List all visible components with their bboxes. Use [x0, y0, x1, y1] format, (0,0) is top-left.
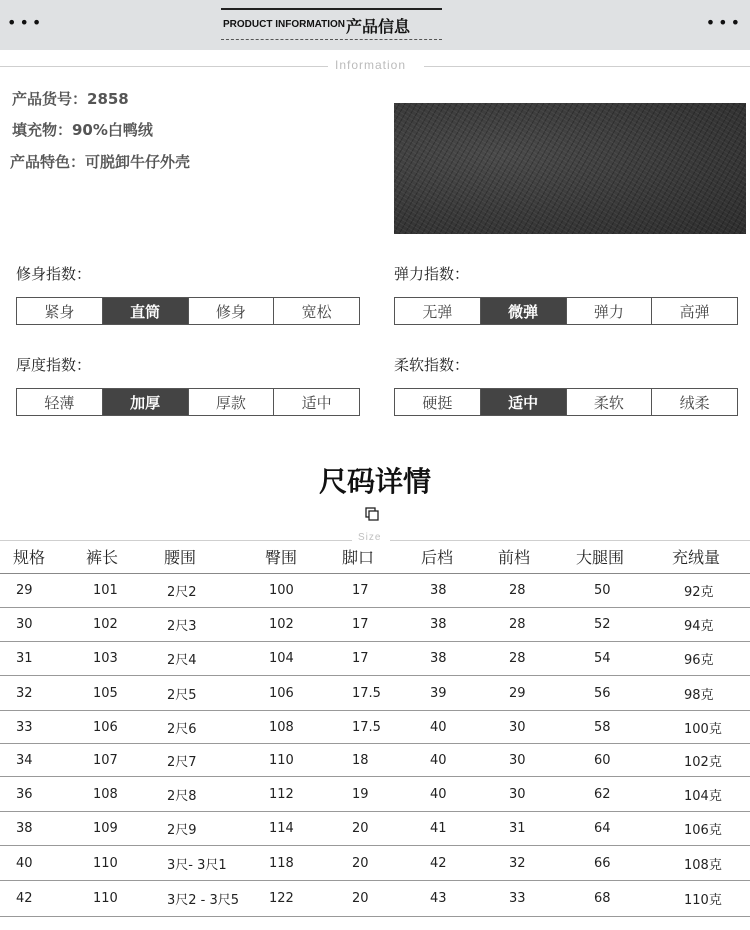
table-cell: 110	[93, 891, 118, 906]
elasticity-option: 高弹	[652, 298, 737, 324]
table-cell: 62	[594, 786, 611, 802]
table-row	[0, 777, 750, 812]
table-cell: 102	[93, 617, 118, 632]
table-cell: 20	[352, 821, 369, 836]
table-cell: 33	[16, 719, 33, 735]
header-cell: 充绒量	[672, 548, 721, 567]
table-cell: 2尺4	[167, 653, 197, 668]
table-cell: 18	[352, 752, 369, 768]
size-table	[0, 540, 750, 917]
elasticity-option: 弹力	[567, 298, 653, 324]
elasticity-option: 微弹	[481, 298, 567, 324]
table-row	[0, 574, 750, 608]
table-cell: 2尺7	[167, 754, 197, 770]
banner-title	[221, 8, 442, 42]
thickness-option: 适中	[274, 389, 359, 415]
table-cell: 106	[93, 719, 118, 735]
table-cell: 110克	[684, 893, 722, 908]
info-divider-label: Information	[335, 58, 407, 72]
thickness-index-scale	[16, 388, 360, 416]
table-cell: 96克	[684, 653, 714, 668]
table-cell: 38	[16, 821, 33, 836]
softness-option: 适中	[481, 389, 567, 415]
table-cell: 30	[16, 617, 33, 632]
banner-title-cn: 产品信息	[346, 17, 411, 36]
copy-icon	[365, 507, 379, 521]
table-cell: 17.5	[352, 685, 381, 701]
table-cell: 40	[16, 855, 33, 871]
softness-option: 绒柔	[652, 389, 737, 415]
table-cell: 98克	[684, 687, 714, 703]
header-cell: 前档	[498, 548, 531, 567]
table-cell: 94克	[684, 619, 714, 634]
elasticity-index-scale	[394, 297, 738, 325]
dots-icon-right: •••	[705, 13, 743, 32]
table-cell: 110	[269, 752, 294, 768]
header-cell: 裤长	[86, 548, 119, 567]
softness-option: 柔软	[567, 389, 653, 415]
thickness-option: 厚款	[189, 389, 275, 415]
table-cell: 106克	[684, 823, 722, 838]
table-cell: 106	[269, 685, 294, 701]
header-cell: 脚口	[342, 548, 375, 567]
table-row	[0, 676, 750, 711]
banner-underline	[221, 39, 442, 40]
table-cell: 100克	[684, 721, 722, 737]
thickness-index-label: 厚度指数：	[16, 356, 92, 374]
size-details-title: 尺码详情	[318, 465, 431, 498]
table-cell: 58	[594, 719, 611, 735]
table-cell: 2尺2	[167, 585, 197, 600]
product-sku: 产品货号：2858	[12, 90, 129, 108]
table-cell: 28	[509, 651, 526, 666]
softness-option: 硬挺	[395, 389, 481, 415]
fit-option: 直筒	[103, 298, 189, 324]
table-cell: 105	[93, 685, 118, 701]
thickness-option: 轻薄	[17, 389, 103, 415]
table-row	[0, 812, 750, 846]
table-cell: 56	[594, 685, 611, 701]
table-cell: 3尺2 - 3尺5	[167, 893, 240, 908]
table-cell: 100	[269, 583, 294, 598]
table-cell: 110	[93, 855, 118, 871]
table-cell: 32	[509, 855, 526, 871]
table-cell: 29	[509, 685, 526, 701]
table-cell: 36	[16, 786, 33, 802]
header-cell: 后档	[421, 548, 454, 567]
elasticity-option: 无弹	[395, 298, 481, 324]
table-cell: 40	[430, 719, 447, 735]
table-cell: 28	[509, 583, 526, 598]
table-cell: 2尺6	[167, 721, 197, 737]
banner-title-en: PRODUCT INFORMATION	[223, 19, 346, 30]
table-cell: 66	[594, 855, 611, 871]
table-cell: 42	[430, 855, 447, 871]
table-cell: 108	[269, 719, 294, 735]
table-cell: 108克	[684, 857, 722, 873]
table-cell: 60	[594, 752, 611, 768]
thickness-option: 加厚	[103, 389, 189, 415]
product-feature: 产品特色：可脱卸牛仔外壳	[10, 153, 191, 171]
elasticity-index-label: 弹力指数：	[394, 265, 470, 283]
table-cell: 54	[594, 651, 611, 666]
fit-option: 宽松	[274, 298, 359, 324]
table-cell: 109	[93, 821, 118, 836]
table-cell: 33	[509, 891, 526, 906]
table-cell: 2尺3	[167, 619, 197, 634]
table-cell: 52	[594, 617, 611, 632]
table-cell: 2尺8	[167, 788, 197, 804]
table-cell: 17	[352, 583, 369, 598]
table-cell: 112	[269, 786, 294, 802]
product-filling: 填充物：90%白鸭绒	[12, 121, 153, 139]
header-banner	[0, 0, 750, 50]
table-cell: 2尺5	[167, 687, 197, 703]
fit-option: 修身	[189, 298, 275, 324]
table-header-row	[0, 540, 750, 574]
table-cell: 103	[93, 651, 118, 666]
table-cell: 39	[430, 685, 447, 701]
table-body	[0, 574, 750, 917]
dots-icon-left: •••	[7, 13, 45, 32]
table-row	[0, 608, 750, 642]
table-cell: 102	[269, 617, 294, 632]
fabric-swatch-image	[394, 103, 746, 234]
header-cell: 腰围	[164, 548, 197, 567]
table-cell: 42	[16, 891, 33, 906]
table-cell: 122	[269, 891, 294, 906]
table-cell: 40	[430, 786, 447, 802]
header-cell: 臀围	[265, 548, 298, 567]
table-cell: 107	[93, 752, 118, 768]
table-cell: 38	[430, 583, 447, 598]
table-cell: 30	[509, 719, 526, 735]
table-row	[0, 881, 750, 917]
softness-index-scale	[394, 388, 738, 416]
table-row	[0, 642, 750, 676]
table-cell: 108	[93, 786, 118, 802]
table-cell: 68	[594, 891, 611, 906]
table-cell: 31	[16, 651, 33, 666]
table-cell: 64	[594, 821, 611, 836]
table-cell: 30	[509, 752, 526, 768]
table-row	[0, 846, 750, 881]
header-cell: 大腿围	[576, 548, 625, 567]
table-cell: 3尺- 3尺1	[167, 857, 227, 873]
table-cell: 20	[352, 891, 369, 906]
table-cell: 50	[594, 583, 611, 598]
table-cell: 102克	[684, 754, 722, 770]
table-row	[0, 711, 750, 744]
table-cell: 38	[430, 617, 447, 632]
fit-index-scale	[16, 297, 360, 325]
table-cell: 92克	[684, 585, 714, 600]
table-cell: 30	[509, 786, 526, 802]
table-cell: 118	[269, 855, 294, 871]
fit-option: 紧身	[17, 298, 103, 324]
table-cell: 17	[352, 617, 369, 632]
table-cell: 2尺9	[167, 823, 197, 838]
table-cell: 104克	[684, 788, 722, 804]
table-cell: 32	[16, 685, 33, 701]
table-cell: 28	[509, 617, 526, 632]
info-divider-right	[424, 66, 750, 67]
table-row	[0, 744, 750, 777]
table-cell: 38	[430, 651, 447, 666]
table-cell: 40	[430, 752, 447, 768]
table-cell: 29	[16, 583, 33, 598]
table-cell: 17.5	[352, 719, 381, 735]
info-divider-left	[0, 66, 328, 67]
header-cell: 规格	[13, 548, 46, 567]
table-cell: 17	[352, 651, 369, 666]
table-cell: 43	[430, 891, 447, 906]
table-cell: 19	[352, 786, 369, 802]
table-cell: 31	[509, 821, 526, 836]
table-cell: 104	[269, 651, 294, 666]
table-cell: 101	[93, 583, 118, 598]
table-cell: 20	[352, 855, 369, 871]
table-cell: 34	[16, 752, 33, 768]
table-cell: 41	[430, 821, 447, 836]
size-divider-label: Size	[358, 532, 382, 543]
table-cell: 114	[269, 821, 294, 836]
fit-index-label: 修身指数：	[16, 265, 92, 283]
softness-index-label: 柔软指数：	[394, 356, 470, 374]
